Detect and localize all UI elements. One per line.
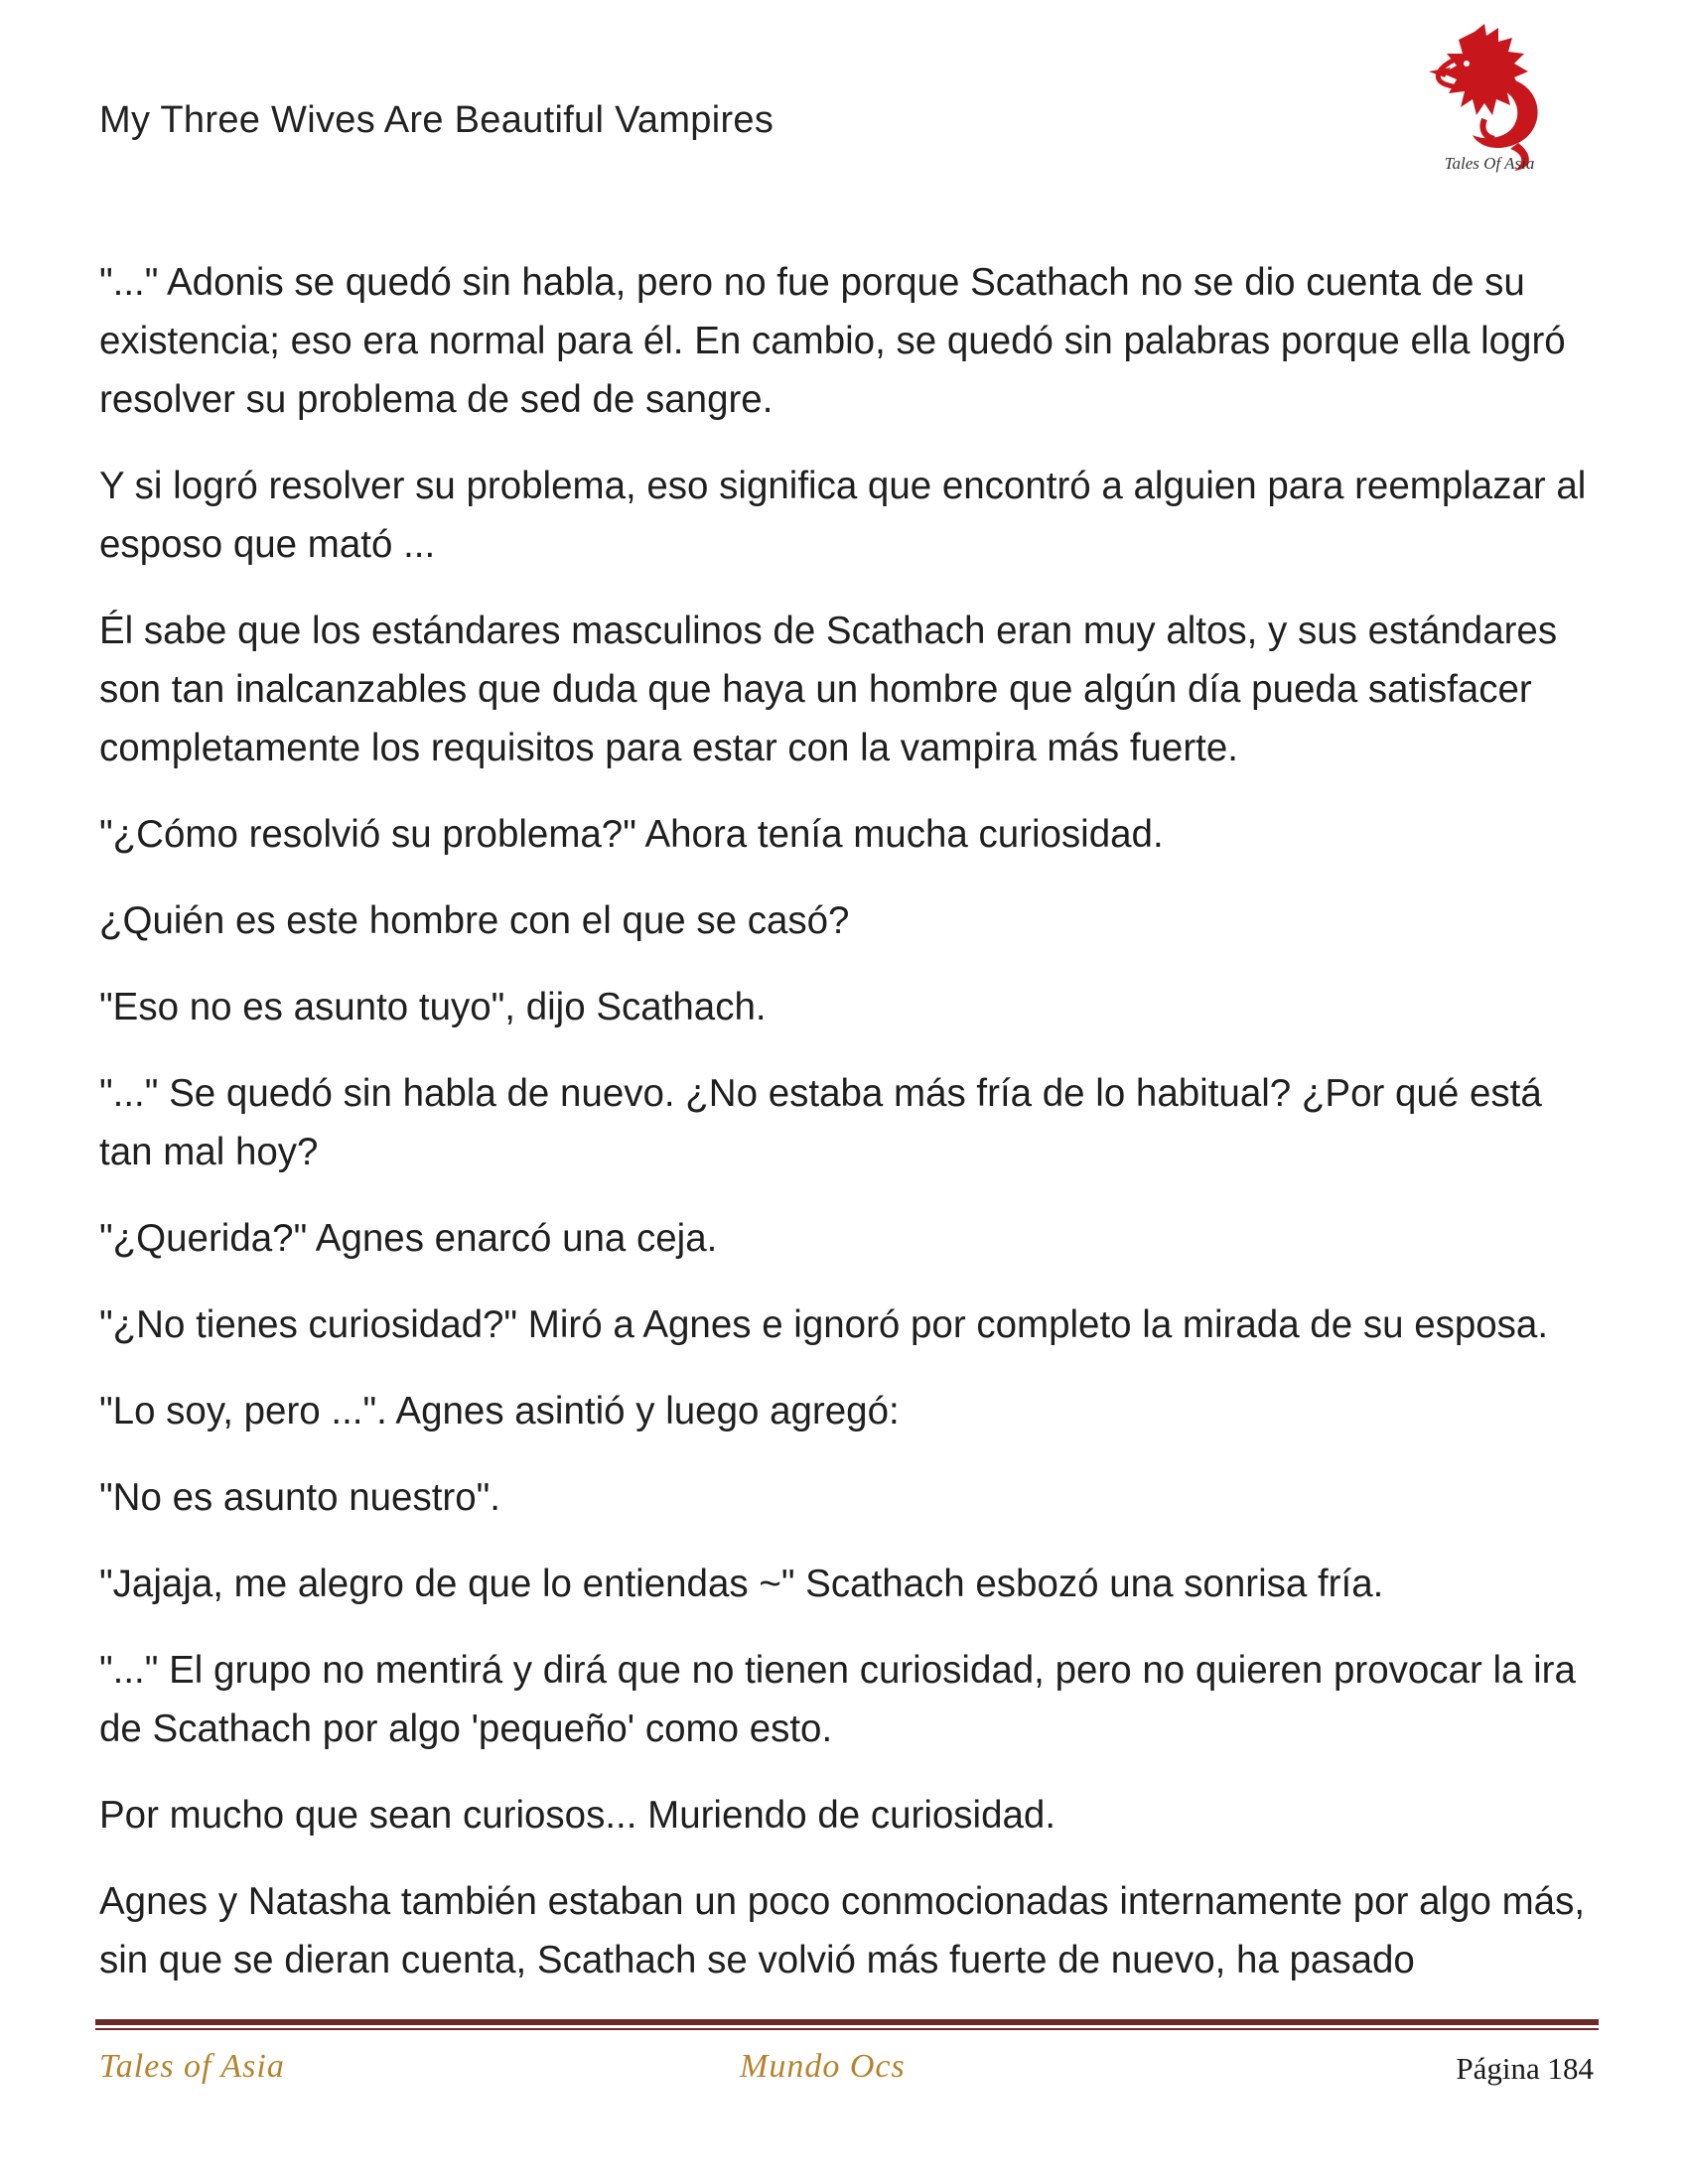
paragraph: "Jajaja, me alegro de que lo entiendas ~" Scathach esbozó una sonrisa fría. [99,1563,1384,1605]
book-title: My Three Wives Are Beautiful Vampires [99,99,774,141]
footer-divider [95,2019,1599,2025]
paragraph: "¿No tienes curiosidad?" Miró a Agnes e ignoró por completo la mirada de su esposa. [99,1303,1549,1346]
paragraph: "No es asunto nuestro". [99,1476,501,1519]
footer-divider-thin [95,2028,1599,2030]
paragraph: "Lo soy, pero ...". Agnes asintió y luego agregó: [99,1390,900,1433]
paragraph: "..." El grupo no mentirá y dirá que no tienen curiosidad, pero no quieren provocar la ira de Scathach por algo 'pequeño' como esto. [99,1649,1576,1750]
paragraph: "¿Cómo resolvió su problema?" Ahora tenía mucha curiosidad. [99,813,1164,856]
paragraph: "Eso no es asunto tuyo", dijo Scathach. [99,986,767,1028]
paragraph: Y si logró resolver su problema, eso significa que encontró a alguien para reemplazar al esposo que mató ... [99,465,1587,566]
page-number: Página 184 [1456,2051,1594,2086]
dragon-logo-icon [1415,20,1564,184]
paragraph: ¿Quién es este hombre con el que se casó? [99,899,850,942]
logo-text: Tales Of Asia [1444,154,1535,173]
footer-publisher: Tales of Asia [99,2048,285,2085]
paragraph: "..." Adonis se quedó sin habla, pero no fue porque Scathach no se dio cuenta de su existencia; eso era normal para él. En cambio, se quedó sin palabras porque ella logró resolver su problema de sed de sangre. [99,261,1566,421]
paragraph: "¿Querida?" Agnes enarcó una ceja. [99,1217,718,1260]
chapter-body [99,253,1599,2017]
paragraph: Agnes y Natasha también estaban un poco conmocionadas internamente por algo más, sin que se dieran cuenta, Scathach se volvió más fuerte de nuevo, ha pasado [99,1880,1586,1981]
paragraph: "..." Se quedó sin habla de nuevo. ¿No estaba más fría de lo habitual? ¿Por qué está tan mal hoy? [99,1072,1542,1173]
footer-translator: Mundo Ocs [740,2048,906,2085]
paragraph: Él sabe que los estándares masculinos de Scathach eran muy altos, y sus estándares son tan inalcanzables que duda que haya un hombre que algún día pueda satisfacer completamente los requisitos para estar con la vampira más fuerte. [99,610,1558,769]
paragraph: Por mucho que sean curiosos... Muriendo de curiosidad. [99,1794,1056,1837]
tales-of-asia-logo [1415,20,1564,184]
